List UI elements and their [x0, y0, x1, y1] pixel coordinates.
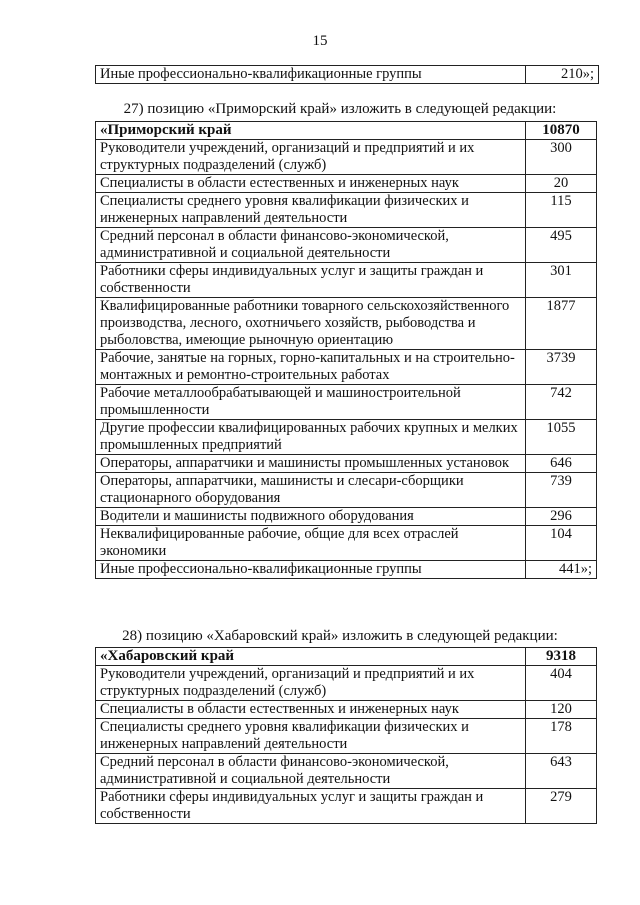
row-name: Операторы, аппаратчики и машинисты промышленных установок — [96, 455, 526, 473]
row-name: Операторы, аппаратчики, машинисты и слесари-сборщики стационарного оборудования — [96, 473, 526, 508]
region-name: «Приморский край — [96, 122, 526, 140]
table-row — [96, 228, 597, 263]
table-header-row — [96, 122, 597, 140]
row-value: 296 — [526, 508, 597, 526]
row-name: Иные профессионально-квалификационные группы — [96, 66, 526, 84]
carryover-table — [95, 65, 599, 84]
row-name: Рабочие металлообрабатывающей и машиностроительной промышленности — [96, 385, 526, 420]
table-row — [96, 385, 597, 420]
row-value: 279 — [526, 789, 597, 824]
row-name: Работники сферы индивидуальных услуг и защиты граждан и собственности — [96, 789, 526, 824]
row-value: 1877 — [526, 298, 597, 350]
row-value: 643 — [526, 754, 597, 789]
row-value: 20 — [526, 175, 597, 193]
row-value: 120 — [526, 701, 597, 719]
table-row — [96, 719, 597, 754]
row-name: Специалисты в области естественных и инженерных наук — [96, 701, 526, 719]
row-name: Иные профессионально-квалификационные группы — [96, 561, 526, 579]
section-28-intro: 28) позицию «Хабаровский край» изложить в следующей редакции: — [122, 628, 558, 644]
table-row — [96, 526, 597, 561]
page-number: 15 — [312, 33, 328, 49]
row-name: Водители и машинисты подвижного оборудования — [96, 508, 526, 526]
row-value: 739 — [526, 473, 597, 508]
row-name: Специалисты среднего уровня квалификации физических и инженерных направлений деятельности — [96, 193, 526, 228]
row-name: Неквалифицированные рабочие, общие для всех отраслей экономики — [96, 526, 526, 561]
row-value: 646 — [526, 455, 597, 473]
region-total: 9318 — [526, 648, 597, 666]
table-row — [96, 701, 597, 719]
primorsky-table — [95, 121, 597, 579]
row-value: 115 — [526, 193, 597, 228]
row-value: 742 — [526, 385, 597, 420]
row-value: 1055 — [526, 420, 597, 455]
row-name: Квалифицированные работники товарного сельскохозяйственного производства, лесного, охотничьего хозяйств, рыбоводства и рыболовства, имеющие рыночную ориентацию — [96, 298, 526, 350]
table-row — [96, 789, 597, 824]
row-name: Специалисты среднего уровня квалификации физических и инженерных направлений деятельности — [96, 719, 526, 754]
row-value: 495 — [526, 228, 597, 263]
region-name: «Хабаровский край — [96, 648, 526, 666]
table-row — [96, 193, 597, 228]
row-value: 104 — [526, 526, 597, 561]
row-value: 3739 — [526, 350, 597, 385]
table-row — [96, 420, 597, 455]
row-name: Руководители учреждений, организаций и предприятий и их структурных подразделений (служб) — [96, 140, 526, 175]
row-name: Рабочие, занятые на горных, горно-капитальных и на строительно-монтажных и ремонтно-строительных работах — [96, 350, 526, 385]
table-header-row — [96, 648, 597, 666]
row-value: 210»; — [526, 66, 599, 84]
khabarovsk-table — [95, 647, 597, 824]
table-row — [96, 175, 597, 193]
table-row — [96, 561, 597, 579]
table-row — [96, 66, 599, 84]
table-row — [96, 455, 597, 473]
table-row — [96, 298, 597, 350]
table-row — [96, 263, 597, 298]
section-27-intro: 27) позицию «Приморский край» изложить в следующей редакции: — [123, 101, 557, 117]
row-value: 404 — [526, 666, 597, 701]
table-row — [96, 473, 597, 508]
row-name: Средний персонал в области финансово-экономической, административной и социальной деятельности — [96, 228, 526, 263]
region-total: 10870 — [526, 122, 597, 140]
row-name: Другие профессии квалифицированных рабочих крупных и мелких промышленных предприятий — [96, 420, 526, 455]
row-value: 300 — [526, 140, 597, 175]
row-value: 178 — [526, 719, 597, 754]
table-row — [96, 508, 597, 526]
row-name: Средний персонал в области финансово-экономической, административной и социальной деятельности — [96, 754, 526, 789]
row-name: Специалисты в области естественных и инженерных наук — [96, 175, 526, 193]
row-name: Руководители учреждений, организаций и предприятий и их структурных подразделений (служб) — [96, 666, 526, 701]
table-row — [96, 140, 597, 175]
table-row — [96, 754, 597, 789]
row-name: Работники сферы индивидуальных услуг и защиты граждан и собственности — [96, 263, 526, 298]
table-row — [96, 350, 597, 385]
row-value: 441»; — [526, 561, 597, 579]
row-value: 301 — [526, 263, 597, 298]
table-row — [96, 666, 597, 701]
